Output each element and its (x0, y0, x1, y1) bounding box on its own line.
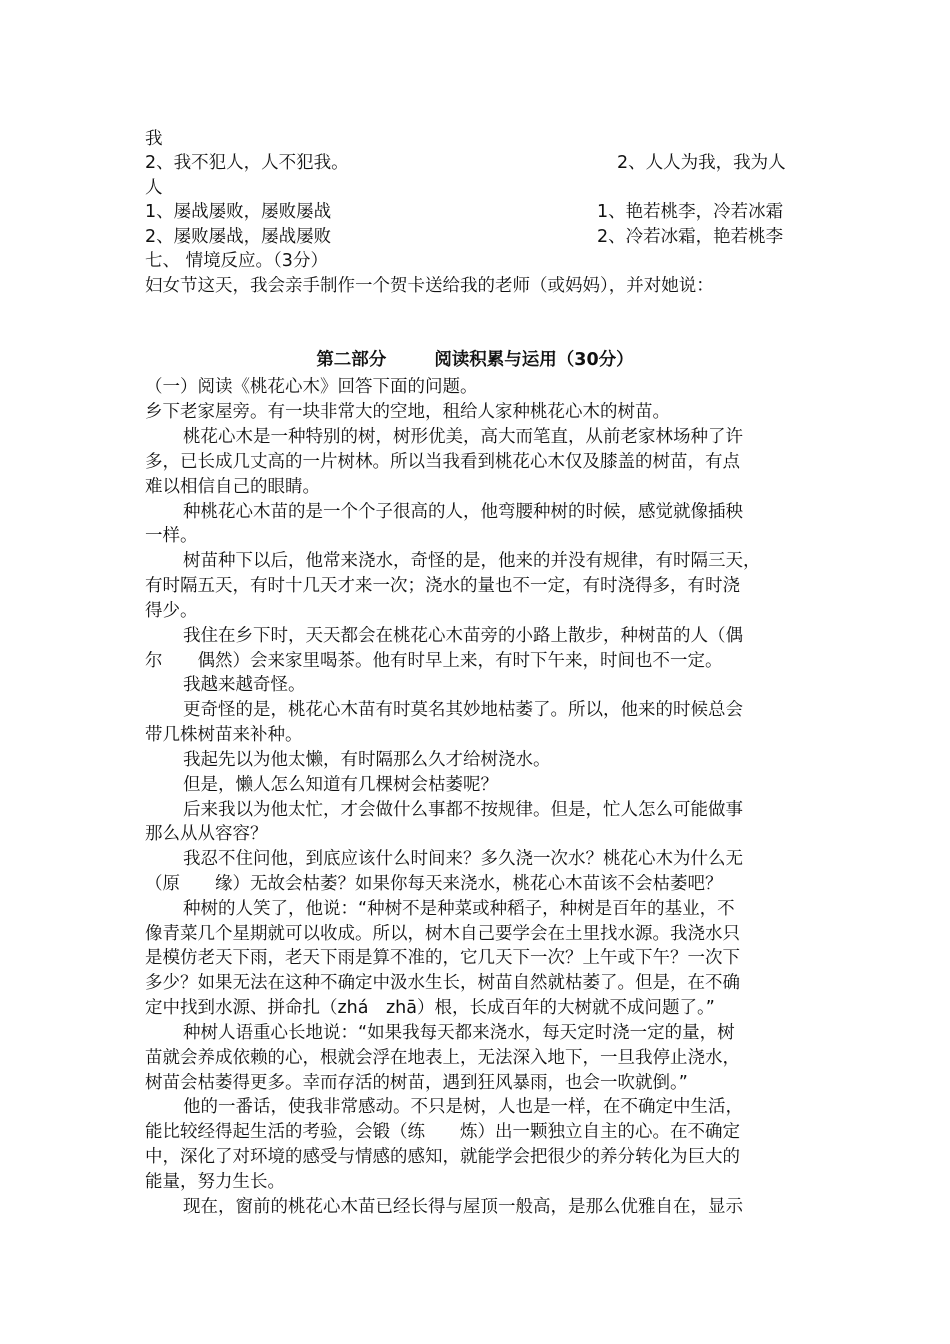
option-right-b1: 1、艳若桃李，冷若冰霜 (597, 202, 784, 222)
passage-line: 种桃花心木苗的是一个个子很高的人，他弯腰种树的时候，感觉就像插秧 (183, 502, 743, 522)
passage-line: 我忍不住问他，到底应该什么时间来？多久浇一次水？桃花心木为什么无 (183, 849, 743, 869)
passage-line: 像青菜几个星期就可以收成。所以，树木自己要学会在土里找水源。我浇水只 (145, 924, 740, 944)
passage-line: 那么从从容容？ (145, 824, 268, 844)
passage-line: 带几株树苗来补种。 (145, 725, 303, 745)
passage-line: 有时隔五天，有时十几天才来一次；浇水的量也不一定，有时浇得多，有时浇 (145, 576, 740, 596)
option-right-b2: 2、冷若冰霜，艳若桃李 (597, 227, 784, 247)
question-7-text: 妇女节这天，我会亲手制作一个贺卡送给我的老师（或妈妈），并对她说： (145, 276, 714, 296)
passage-line: 种树人语重心长地说：“如果我每天都来浇水，每天定时浇一定的量，树 (183, 1023, 735, 1043)
passage-line: 得少。 (145, 601, 198, 621)
option-right-a2: 2、人人为我，我为人 (617, 153, 786, 173)
question-7-heading: 七、 情境反应。（3分） (145, 251, 328, 271)
passage-line: 桃花心木是一种特别的树，树形优美，高大而笔直，从前老家林场种了许 (183, 427, 743, 447)
passage-line: 树苗种下以后，他常来浇水，奇怪的是，他来的并没有规律，有时隔三天， (183, 551, 761, 571)
passage-line: 我起先以为他太懒，有时隔那么久才给树浇水。 (183, 750, 551, 770)
passage-line: 后来我以为他太忙，才会做什么事都不按规律。但是，忙人怎么可能做事 (183, 800, 743, 820)
passage-line: 多，已长成几丈高的一片树林。所以当我看到桃花心木仅及膝盖的树苗，有点 (145, 452, 740, 472)
option-left-b2: 2、屡败屡战，屡战屡败 (145, 227, 332, 247)
part2-title-right: 阅读积累与运用（30分） (434, 350, 634, 370)
passage-line: 能比较经得起生活的考验，会锻（练 炼）出一颗独立自主的心。在不确定 (145, 1122, 740, 1142)
passage-line: 我住在乡下时，天天都会在桃花心木苗旁的小路上散步，种树苗的人（偶 (183, 626, 743, 646)
passage-line: 多少？如果无法在这种不确定中汲水生长，树苗自然就枯萎了。但是，在不确 (145, 973, 740, 993)
passage-line: 但是，懒人怎么知道有几棵树会枯萎呢？ (183, 775, 498, 795)
part2-title-left: 第二部分 (316, 350, 387, 370)
passage-line: 我越来越奇怪。 (183, 675, 306, 695)
reading-intro: （一）阅读《桃花心木》回答下面的问题。 (145, 377, 478, 397)
passage-line: 中，深化了对环境的感受与情感的感知，就能学会把很少的养分转化为巨大的 (145, 1147, 740, 1167)
passage-line: 树苗会枯萎得更多。幸而存活的树苗，遇到狂风暴雨，也会一吹就倒。” (145, 1073, 688, 1093)
passage-line: 能量，努力生长。 (145, 1172, 285, 1192)
passage-line: 是模仿老天下雨，老天下雨是算不准的，它几天下一次？上午或下午？一次下 (145, 948, 740, 968)
passage-line: 尔 偶然）会来家里喝茶。他有时早上来，有时下午来，时间也不一定。 (145, 651, 723, 671)
option-left-b1: 1、屡战屡败，屡败屡战 (145, 202, 332, 222)
passage-line: 更奇怪的是，桃花心木苗有时莫名其妙地枯萎了。所以，他来的时候总会 (183, 700, 743, 720)
line-ren: 人 (145, 178, 163, 198)
line-wo: 我 (145, 129, 163, 149)
passage-line: 苗就会养成依赖的心，根就会浮在地表上，无法深入地下，一旦我停止浇水， (145, 1048, 740, 1068)
passage-line: 定中找到水源、拼命扎（zhá zhā）根，长成百年的大树就不成问题了。” (145, 998, 715, 1018)
passage-line: 难以相信自己的眼睛。 (145, 477, 320, 497)
part2-title (0, 348, 950, 372)
passage-line: 他的一番话，使我非常感动。不只是树，人也是一样，在不确定中生活， (183, 1097, 743, 1117)
option-left-a2: 2、我不犯人，人不犯我。 (145, 153, 349, 173)
passage-line: 现在，窗前的桃花心木苗已经长得与屋顶一般高，是那么优雅自在，显示 (183, 1197, 743, 1217)
passage-line: 乡下老家屋旁。有一块非常大的空地，租给人家种桃花心木的树苗。 (145, 402, 670, 422)
passage-line: 种树的人笑了，他说：“种树不是种菜或种稻子，种树是百年的基业，不 (183, 899, 735, 919)
passage-line: （原 缘）无故会枯萎？如果你每天来浇水，桃花心木苗该不会枯萎吧？ (145, 874, 723, 894)
passage-line: 一样。 (145, 526, 198, 546)
